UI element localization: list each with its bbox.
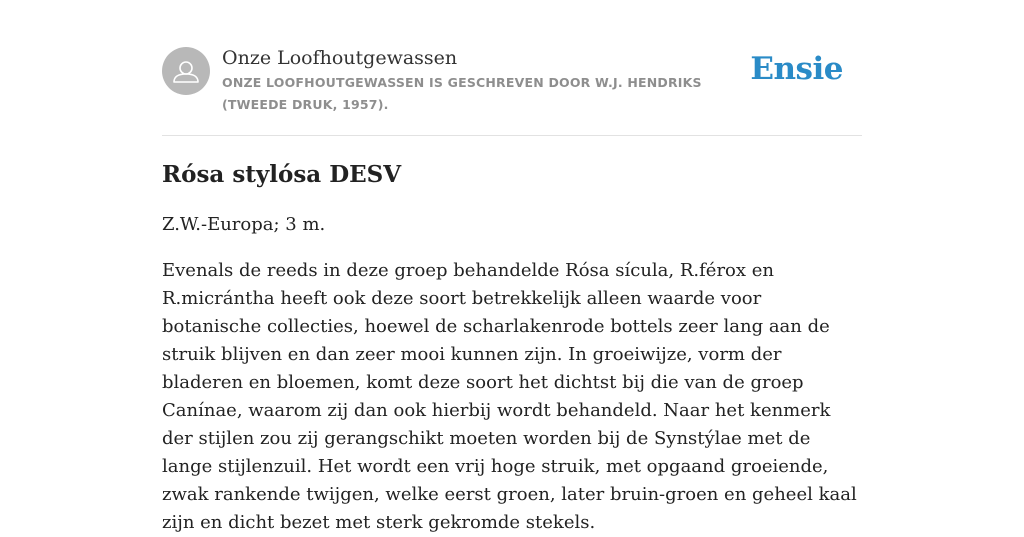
user-silhouette-icon	[162, 47, 210, 95]
book-subtitle: ONZE LOOFHOUTGEWASSEN IS GESCHREVEN DOOR W.J. HENDRIKS (TWEEDE DRUK, 1957).	[222, 75, 702, 112]
book-header	[162, 40, 862, 136]
avatar[interactable]	[162, 47, 210, 95]
entry-location: Z.W.-Europa; 3 m.	[162, 214, 326, 235]
ensie-logo[interactable]: Ensie	[750, 51, 843, 87]
entry-content	[162, 156, 862, 537]
entry-body: Evenals de reeds in deze groep behandelde Rósa sícula, R.férox en R.micrántha heeft ook deze soort betrekkelijk alleen waarde voor botanische collecties, hoewel de scharlakenrode bottels zeer lang aan de struik blijven en dan zeer mooi kunnen zijn. In groeiwijze, vorm der bladeren en bloemen, komt deze soort het dichtst bij die van de groep Canínae, waarom zij dan ook hierbij wordt behandeld. Naar het kenmerk der stijlen zou zij gerangschikt moeten worden bij de Synstýlae met de lange stijlenzuil. Het wordt een vrij hoge struik, met opgaand groeiende, zwak rankende twijgen, welke eerst groen, later bruin-groen en geheel kaal zijn en dicht bezet met sterk gekromde stekels.	[162, 260, 857, 533]
book-title[interactable]: Onze Loofhoutgewassen	[222, 47, 458, 69]
entry-title: Rósa stylósa DESV	[162, 161, 402, 188]
